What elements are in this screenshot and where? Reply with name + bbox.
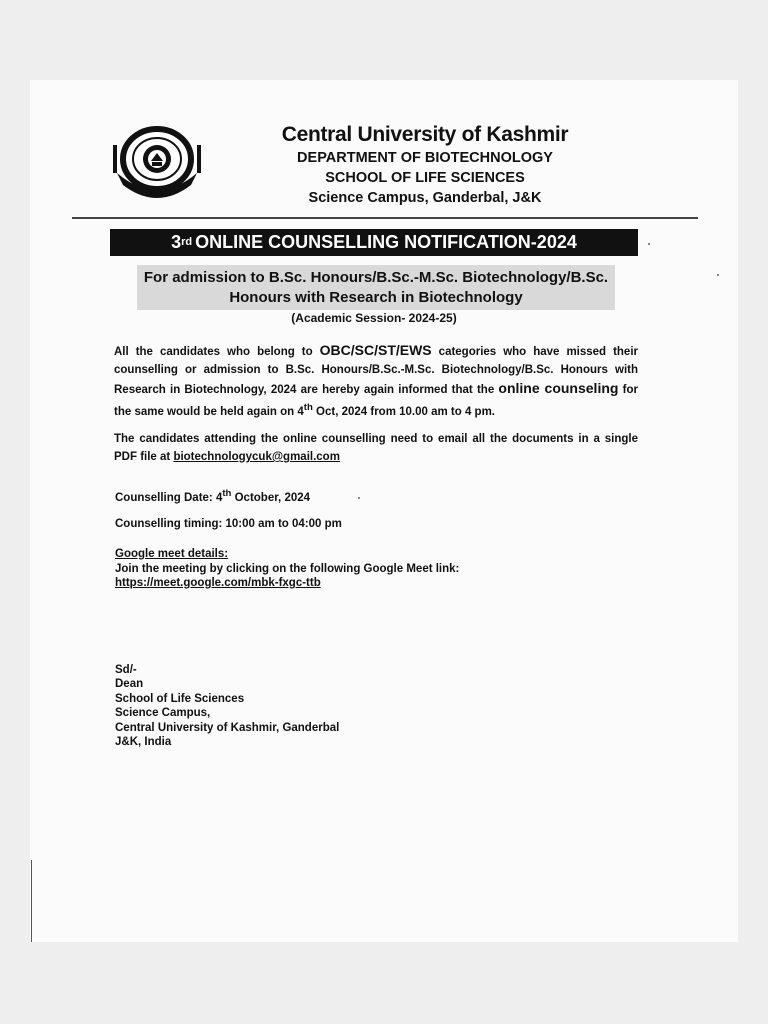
p1-text-a: All the candidates who belong to xyxy=(114,346,320,358)
subject-line-2: Honours with Research in Biotechnology xyxy=(229,289,523,306)
subject-line-1: For admission to B.Sc. Honours/B.Sc.-M.Sc. Biotechnology/B.Sc. xyxy=(143,269,609,286)
signatory-region: J&K, India xyxy=(115,736,172,748)
header-divider xyxy=(72,217,698,219)
p1-text-b: categories who have missed their counselling or admission to B.Sc. Honours/B.Sc.-M.Sc. Biotechnology/B.Sc. Honours with Research in Biotechnology, 2024 are hereby again informed that the xyxy=(114,346,639,396)
eligible-categories: OBC/SC/ST/EWS xyxy=(319,342,432,358)
banner-ordinal: 3 xyxy=(171,232,182,252)
signature-sd: Sd/- xyxy=(115,664,137,676)
google-meet-link[interactable]: https://meet.google.com/mbk-fxgc-ttb xyxy=(115,577,321,589)
scan-speck xyxy=(358,497,360,499)
notice-paragraph-1 xyxy=(114,341,638,421)
school-name: SCHOOL OF LIFE SCIENCES xyxy=(325,170,525,186)
scan-speck xyxy=(717,274,719,276)
counselling-mode: online counseling xyxy=(498,380,619,396)
campus-address: Science Campus, Ganderbal, J&K xyxy=(308,190,542,206)
scan-speck xyxy=(648,243,650,245)
banner-title: ONLINE COUNSELLING NOTIFICATION-2024 xyxy=(195,232,577,252)
notification-banner xyxy=(110,229,638,256)
p1-text-c: for the same would be held again on 4 xyxy=(114,384,638,418)
meet-heading: Google meet details: xyxy=(115,548,229,560)
academic-session: (Academic Session- 2024-25) xyxy=(291,311,457,325)
signatory-campus: Science Campus, xyxy=(115,707,211,719)
counselling-timing: Counselling timing: 10:00 am to 04:00 pm xyxy=(115,518,342,530)
p2-text: The candidates attending the online counselling need to email all the documents in a single PDF file at xyxy=(114,433,638,463)
signatory-school: School of Life Sciences xyxy=(115,693,245,705)
p1-date-suffix: th xyxy=(303,402,313,413)
signatory-university: Central University of Kashmir, Ganderbal xyxy=(115,722,340,734)
notice-paragraph-2 xyxy=(114,430,638,466)
document-page xyxy=(30,80,738,942)
signatory-title: Dean xyxy=(115,678,144,690)
date-value: October, 2024 xyxy=(231,491,311,504)
p1-text-d: Oct, 2024 from 10.00 am to 4 pm. xyxy=(312,405,496,418)
counselling-date xyxy=(115,488,310,504)
date-label: Counselling Date: 4 xyxy=(115,491,223,504)
banner-ordinal-suffix: rd xyxy=(181,235,193,248)
date-suffix: th xyxy=(222,488,232,499)
subject-box xyxy=(137,265,615,310)
university-seal-icon xyxy=(111,125,203,203)
contact-email-link[interactable]: biotechnologycuk@gmail.com xyxy=(173,451,340,463)
scan-edge-line xyxy=(31,860,32,942)
department-name: DEPARTMENT OF BIOTECHNOLOGY xyxy=(297,150,553,166)
meet-instruction: Join the meeting by clicking on the following Google Meet link: xyxy=(115,563,460,575)
university-name: Central University of Kashmir xyxy=(281,123,569,146)
